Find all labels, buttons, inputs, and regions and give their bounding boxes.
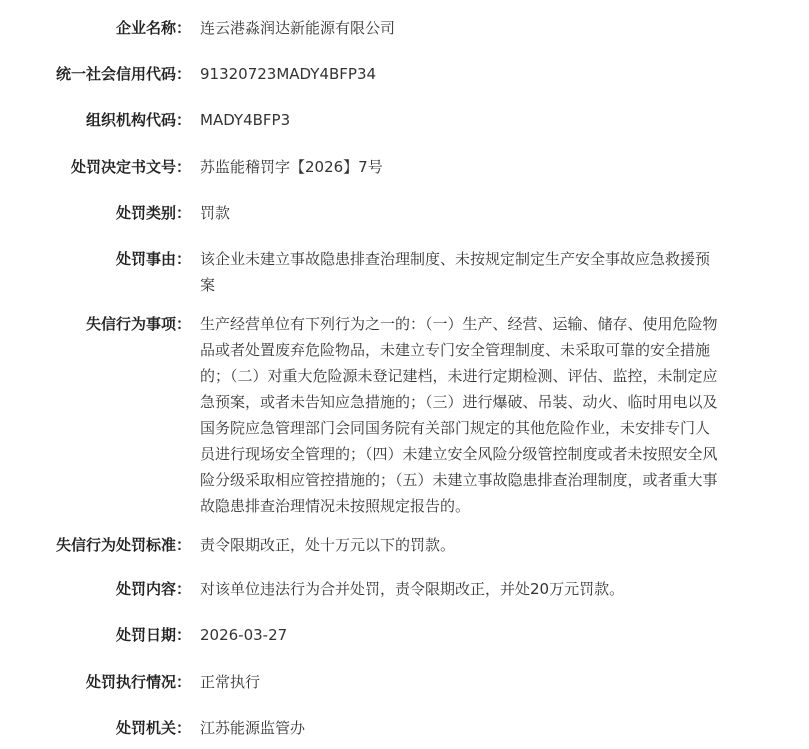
field-label: 失信行为处罚标准： xyxy=(55,536,191,554)
field-label: 处罚内容： xyxy=(115,580,191,598)
field-value: 91320723MADY4BFP34 xyxy=(200,65,377,83)
field-label: 处罚事由： xyxy=(115,250,191,268)
field-label: 处罚机关： xyxy=(115,719,191,737)
field-label: 企业名称： xyxy=(115,19,191,37)
field-label: 处罚决定书文号： xyxy=(70,158,191,176)
field-penalty-date xyxy=(0,622,809,648)
field-penalty-type xyxy=(0,200,809,226)
field-value: 对该单位违法行为合并处罚，责令限期改正，并处20万元罚款。 xyxy=(200,580,625,598)
field-value: 该企业未建立事故隐患排查治理制度、未按规定制定生产安全事故应急救援预案 xyxy=(200,250,711,294)
field-value: 苏监能稽罚字【2026】7号 xyxy=(200,158,383,176)
field-dishonest-behavior xyxy=(0,311,809,519)
field-label: 处罚执行情况： xyxy=(85,673,191,691)
field-penalty-standard xyxy=(0,532,809,558)
field-value: MADY4BFP3 xyxy=(200,111,291,129)
field-credit-code xyxy=(0,61,809,87)
field-value: 责令限期改正，处十万元以下的罚款。 xyxy=(200,536,456,554)
field-label: 失信行为事项： xyxy=(85,315,191,333)
field-company-name xyxy=(0,15,809,41)
field-decision-number xyxy=(0,154,809,180)
field-org-code xyxy=(0,107,809,133)
field-penalty-content xyxy=(0,576,809,602)
field-label: 组织机构代码： xyxy=(85,111,191,129)
field-value: 连云港淼润达新能源有限公司 xyxy=(200,19,396,37)
field-label: 处罚日期： xyxy=(115,626,191,644)
field-execution-status xyxy=(0,669,809,695)
field-value: 2026-03-27 xyxy=(200,626,288,644)
field-value: 生产经营单位有下列行为之一的：（一）生产、经营、运输、储存、使用危险物品或者处置废弃危险物品，未建立专门安全管理制度、未采取可靠的安全措施的；（二）对重大危险源未登记建档，未进行定期检测、评估、监控，未制定应急预案，或者未告知应急措施的；（三）进行爆破、吊装、动火、临时用电以及国务院应急管理部门会同国务院有关部门规定的其他危险作业，未安排专门人员进行现场安全管理的；（四）未建立安全风险分级管控制度或者未按照安全风险分级采取相应管控措施的；（五）未建立事故隐患排查治理制度，或者重大事故隐患排查治理情况未按照规定报告的。 xyxy=(200,315,718,515)
field-value: 罚款 xyxy=(200,204,231,222)
field-penalty-authority xyxy=(0,715,809,741)
field-penalty-reason xyxy=(0,246,809,298)
field-label: 统一社会信用代码： xyxy=(55,65,191,83)
field-label: 处罚类别： xyxy=(115,204,191,222)
field-value: 江苏能源监管办 xyxy=(200,719,306,737)
field-value: 正常执行 xyxy=(200,673,261,691)
